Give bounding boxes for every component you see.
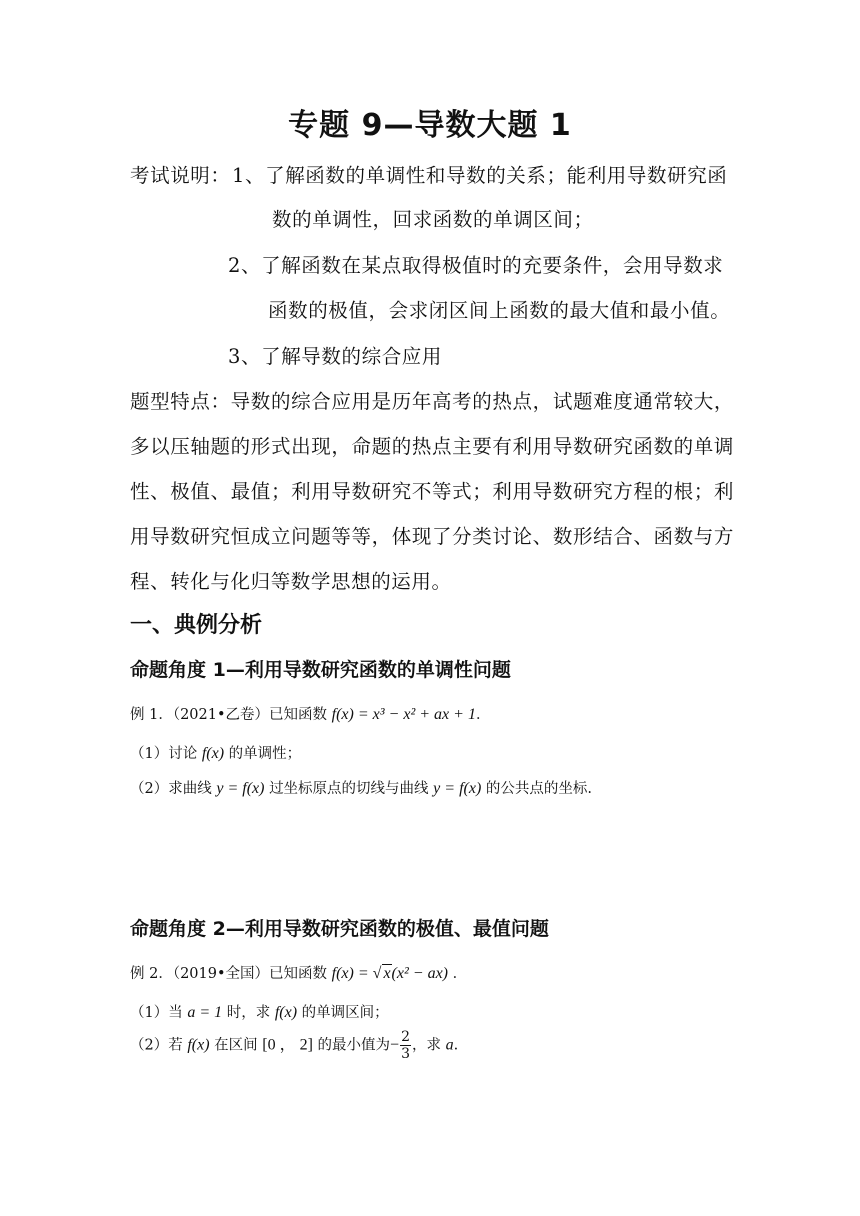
fraction-two-thirds	[400, 1030, 411, 1061]
ex2-q1-mid: 时，求	[226, 1005, 271, 1021]
sqrt-sign: √	[372, 965, 382, 982]
ex2-q2-interval: [0 ， 2]	[262, 1036, 313, 1054]
example1-statement	[130, 703, 490, 724]
ex1-q1-suffix: 的单调性；	[228, 746, 302, 762]
exam-item2-line1: 2、了解函数在某点取得极值时的充要条件，会用导数求	[228, 254, 724, 277]
ex2-q2-sign: −	[390, 1036, 400, 1054]
fraction-numerator: 2	[401, 1029, 410, 1045]
example2-question1	[130, 1001, 389, 1022]
example2-formula-rhs: (x² − ax)	[391, 965, 448, 982]
features-line1: 题型特点：导数的综合应用是历年高考的热点，试题难度通常较大，	[130, 390, 734, 413]
example1-question1	[130, 742, 301, 763]
features-line4: 用导数研究恒成立问题等等，体现了分类讨论、数形结合、函数与方	[130, 525, 734, 548]
example1-question2	[130, 777, 592, 798]
ex2-q2-var: a	[445, 1036, 454, 1054]
example1-prefix: 例 1．（2021•乙卷）已知函数	[130, 707, 328, 723]
ex1-q2-suffix: 的公共点的坐标.	[485, 781, 592, 797]
exam-item3: 3、了解导数的综合应用	[228, 345, 443, 368]
example2-prefix: 例 2．（2019•全国）已知函数	[130, 966, 328, 982]
ex1-q2-prefix: （2）求曲线	[130, 781, 212, 797]
angle1-heading: 命题角度 1—利用导数研究函数的单调性问题	[130, 659, 511, 681]
ex2-q1-formula1: a = 1	[187, 1004, 223, 1021]
example1-formula: f(x) = x³ − x² + ax + 1	[331, 706, 476, 723]
ex1-q1-formula: f(x)	[201, 745, 225, 762]
example2-formula	[332, 965, 448, 982]
exam-item1-line1: 1、了解函数的单调性和导数的关系；能利用导数研究函	[232, 164, 728, 187]
ex1-q2-formula1: y = f(x)	[216, 780, 265, 797]
section-heading: 一、典例分析	[130, 613, 263, 638]
ex1-q2-formula2: y = f(x)	[433, 780, 482, 797]
ex2-q1-prefix: （1）当	[130, 1005, 183, 1021]
example2-formula-sqrt: x	[383, 965, 391, 982]
features-line3: 性、极值、最值；利用导数研究不等式；利用导数研究方程的根；利	[130, 480, 734, 503]
example2-formula-lhs: f(x) =	[331, 965, 373, 982]
features-line2: 多以压轴题的形式出现，命题的热点主要有利用导数研究函数的单调	[130, 435, 734, 458]
ex2-q2-prefix: （2）若	[130, 1037, 183, 1054]
ex2-q2-mid3: ，求	[412, 1037, 441, 1054]
exam-item2-line2: 函数的极值，会求闭区间上函数的最大值和最小值。	[268, 299, 731, 322]
ex2-q2-mid1: 在区间	[214, 1037, 258, 1054]
example2-statement	[130, 962, 467, 983]
ex2-q2-end: .	[453, 1037, 459, 1054]
ex1-q2-mid: 过坐标原点的切线与曲线	[269, 781, 429, 797]
example2-question2	[130, 1030, 458, 1061]
example2-end: ．	[452, 966, 468, 982]
page-title: 专题 9—导数大题 1	[288, 108, 572, 143]
features-line5: 程、转化与化归等数学思想的运用。	[130, 570, 452, 593]
ex2-q1-formula2: f(x)	[274, 1004, 298, 1021]
exam-item1-line2: 数的单调性，回求函数的单调区间；	[272, 208, 594, 231]
exam-label: 考试说明：	[130, 164, 231, 187]
example1-end: ．	[475, 707, 491, 723]
ex2-q2-mid2: 的最小值为	[317, 1037, 391, 1054]
fraction-denominator: 3	[401, 1046, 410, 1062]
ex2-q1-suffix: 的单调区间；	[301, 1005, 389, 1021]
ex1-q1-prefix: （1）讨论	[130, 746, 198, 762]
angle2-heading: 命题角度 2—利用导数研究函数的极值、最值问题	[130, 918, 549, 940]
ex2-q2-formula1: f(x)	[187, 1036, 210, 1054]
